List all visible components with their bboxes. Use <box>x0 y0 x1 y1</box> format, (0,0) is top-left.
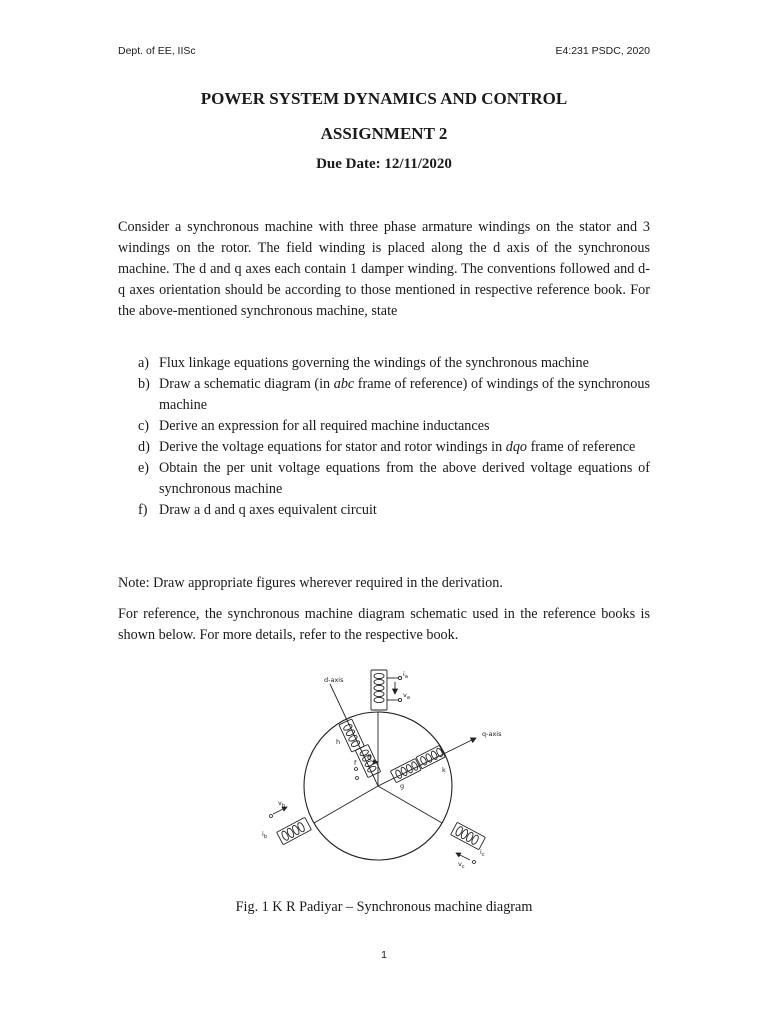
task-marker: a) <box>138 355 150 371</box>
reference-paragraph: For reference, the synchronous machine diagram schematic used in the reference books is shown below. For more details, refer to the respective book. <box>118 606 650 643</box>
f-winding-label: f <box>354 759 357 767</box>
va-label: $v_a$ <box>403 691 410 701</box>
f-terminal-1 <box>355 768 358 771</box>
b-axis-line <box>314 786 378 823</box>
k-winding-label: k <box>442 766 446 774</box>
damper-k-coil <box>416 745 445 768</box>
phase-c-coil <box>451 822 486 849</box>
task-text-pre: Derive the voltage equations for stator and rotor windings in <box>159 439 506 455</box>
due-date: Due Date: 12/11/2020 <box>316 156 452 172</box>
task-list <box>118 353 650 521</box>
task-text: Flux linkage equations governing the windings of the synchronous machine <box>159 355 589 371</box>
task-text: Obtain the per unit voltage equations from the above derived voltage equations of synchronous machine <box>159 460 650 497</box>
task-item-f <box>118 500 650 521</box>
task-text-pre: Draw a schematic diagram (in <box>159 376 334 392</box>
task-text-emphasis: dqo <box>505 439 528 455</box>
vc-arrow <box>456 853 470 860</box>
ib-label: $i_b$ <box>262 830 267 840</box>
header-course-code: E4:231 PSDC, 2020 <box>555 45 650 57</box>
intro-paragraph: Consider a synchronous machine with three phase armature windings on the stator and 3 windings on the rotor. The field winding is placed along the d axis of the synchronous machine. The d and q axes each contain 1 damper winding. The conventions followed and d-q axes orientation should be according to those mentioned in respective reference book. For the above-mentioned synchronous machine, state <box>118 219 650 319</box>
phase-b-coil <box>277 817 312 844</box>
damper-h-coil <box>339 719 364 752</box>
c-terminal <box>473 861 476 864</box>
task-text-emphasis: abc <box>333 376 355 392</box>
task-item-b <box>118 374 650 416</box>
d-axis-label: d-axis <box>324 676 344 684</box>
task-text: Draw a d and q axes equivalent circuit <box>159 502 377 518</box>
ic-label: $i_c$ <box>480 848 485 858</box>
q-axis-line <box>378 738 476 786</box>
figure-caption: Fig. 1 K R Padiyar – Synchronous machine diagram <box>235 899 533 915</box>
vc-label: $v_c$ <box>458 860 465 870</box>
task-item-e <box>118 458 650 500</box>
task-text-post: frame of reference <box>527 439 636 455</box>
task-text-post: frame of reference) of windings of the synchronous machine <box>159 376 651 413</box>
vb-label: $v_b$ <box>278 799 286 809</box>
q-axis-label: q-axis <box>482 730 502 738</box>
g-winding-label: g <box>400 782 405 790</box>
task-marker: c) <box>138 418 150 434</box>
phase-a-coil <box>371 670 402 710</box>
document-title: POWER SYSTEM DYNAMICS AND CONTROL <box>200 89 568 108</box>
ia-label: $i_a$ <box>403 670 408 680</box>
h-winding-label: h <box>336 738 341 746</box>
c-axis-line <box>378 786 442 823</box>
synchronous-machine-diagram <box>258 664 512 882</box>
task-item-a <box>118 353 650 374</box>
damper-g-coil <box>390 758 421 782</box>
b-terminal <box>270 815 273 818</box>
task-text: Derive an expression for all required machine inductances <box>159 418 490 434</box>
task-marker: d) <box>138 439 150 455</box>
task-item-c <box>118 416 650 437</box>
assignment-title: ASSIGNMENT 2 <box>320 124 448 143</box>
task-marker: b) <box>138 376 150 392</box>
header-department: Dept. of EE, IISc <box>118 45 196 57</box>
note-paragraph: Note: Draw appropriate figures wherever required in the derivation. <box>118 575 503 591</box>
f-terminal-2 <box>356 777 359 780</box>
task-item-d <box>118 437 650 458</box>
theta-label: θ <box>367 753 372 762</box>
task-marker: e) <box>138 460 150 476</box>
page-number: 1 <box>381 949 387 961</box>
task-marker: f) <box>138 502 148 518</box>
